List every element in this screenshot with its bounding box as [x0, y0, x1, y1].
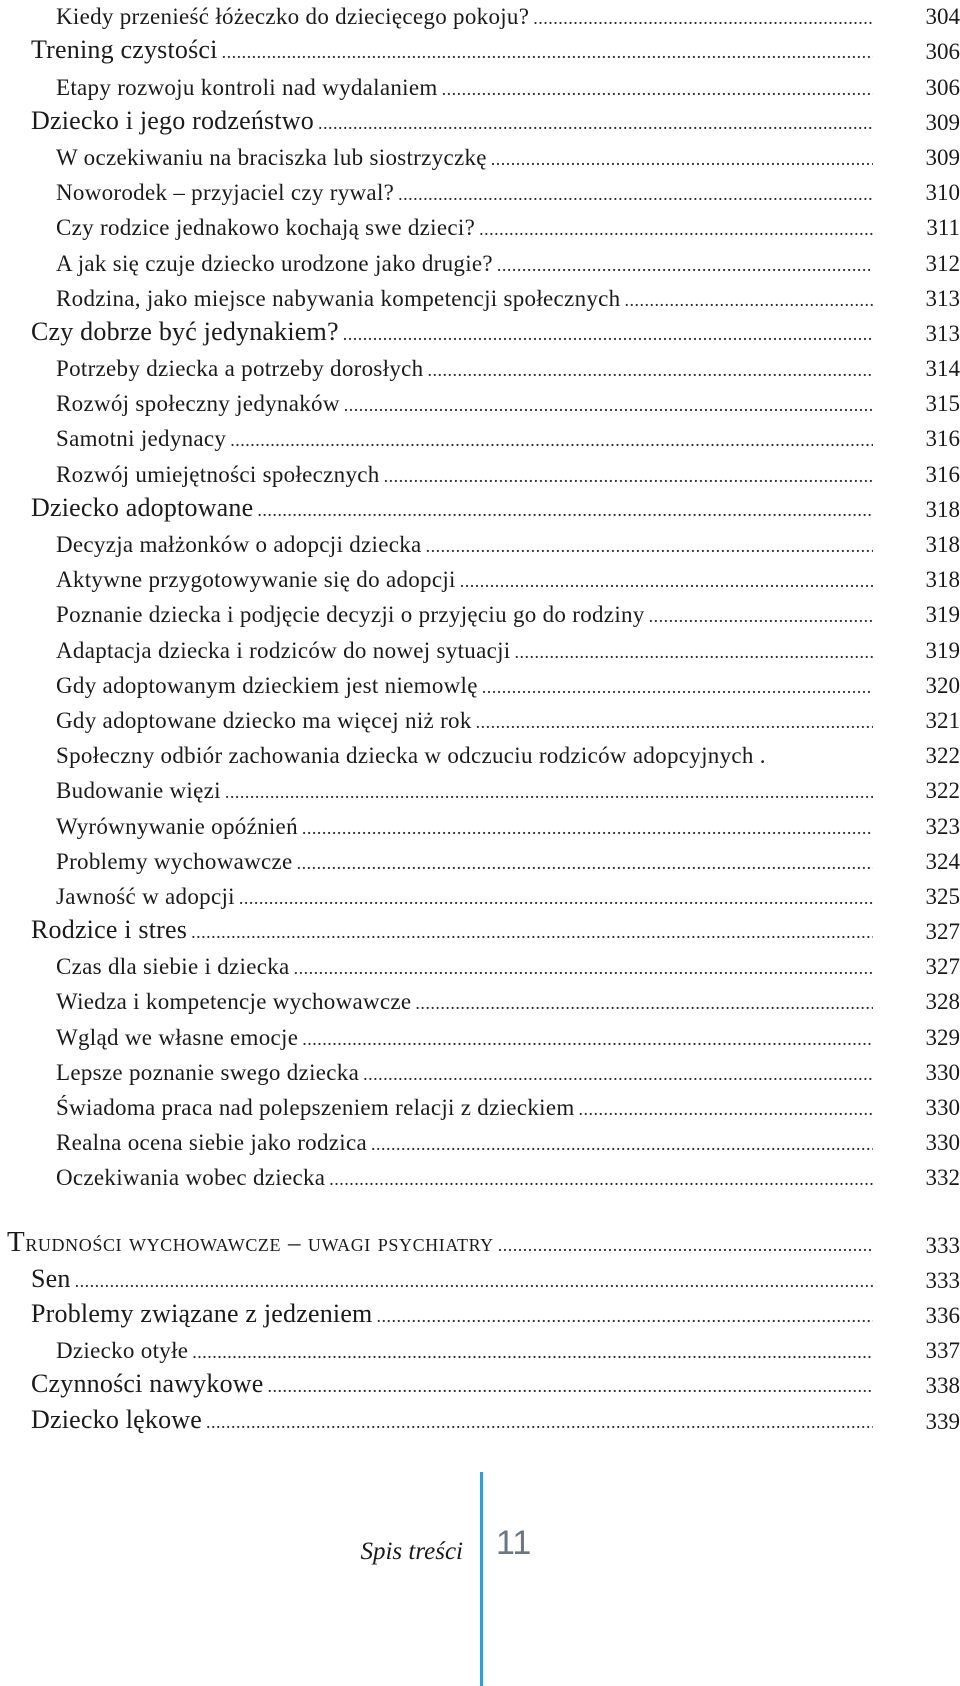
toc-entry-title: Wgląd we własne emocje — [56, 1025, 302, 1051]
toc-entry — [0, 1225, 960, 1263]
dot-leader — [363, 1064, 873, 1085]
toc-entry-title: Czynności nawykowe — [31, 1369, 268, 1399]
toc-entry — [0, 70, 960, 105]
dot-leader — [476, 712, 873, 733]
toc-entry-page-number: 339 — [925, 1408, 960, 1434]
toc-entry-title-line — [56, 1165, 873, 1191]
toc-entry-page-number: 316 — [925, 461, 960, 487]
toc-entry — [0, 563, 960, 598]
toc-entry — [0, 387, 960, 422]
toc-entry-title: Problemy związane z jedzeniem — [31, 1299, 376, 1329]
toc-entry-page-number: 311 — [926, 215, 960, 241]
toc-entry-page-number: 338 — [925, 1373, 960, 1399]
toc-entry — [0, 1369, 960, 1404]
toc-entry-title-line — [56, 391, 873, 417]
toc-entry — [0, 1404, 960, 1439]
toc-entry-title: Poznanie dziecka i podjęcie decyzji o przyjęciu go do rodziny — [56, 602, 649, 628]
toc-entry-title-line — [56, 814, 873, 840]
toc-entry-page-number: 319 — [925, 602, 960, 628]
toc-entry-title: Sen — [31, 1264, 75, 1294]
dot-leader — [482, 677, 873, 698]
toc-entry — [0, 1299, 960, 1334]
dot-leader — [225, 782, 873, 803]
dot-leader — [302, 818, 873, 839]
dot-leader — [206, 1412, 873, 1433]
dot-leader — [344, 395, 873, 416]
toc-entry-title: Kiedy przenieść łóżeczko do dziecięcego pokoju? — [56, 4, 533, 30]
toc-entry-page-number: 323 — [925, 813, 960, 839]
toc-entry — [0, 493, 960, 528]
toc-entry — [0, 352, 960, 387]
toc-entry-page-number: 313 — [925, 320, 960, 346]
toc-entry — [0, 845, 960, 880]
toc-entry-page-number: 328 — [925, 989, 960, 1015]
toc-entry-title: Czy dobrze być jedynakiem? — [31, 317, 343, 347]
toc-entry-page-number: 313 — [925, 285, 960, 311]
toc-entry-title-line — [56, 778, 873, 804]
toc-entry-page-number: 312 — [925, 250, 960, 276]
toc-entry-title: Rodzina, jako miejsce nabywania kompetencji społecznych — [56, 286, 624, 312]
dot-leader — [649, 606, 873, 627]
toc-entry — [0, 211, 960, 246]
toc-entry-title-line — [31, 1299, 873, 1329]
toc-entry-page-number: 325 — [925, 883, 960, 909]
toc-entry-title-line — [56, 1095, 873, 1121]
toc-entry-title: Trening czystości — [31, 35, 222, 65]
toc-entry-page-number: 324 — [925, 848, 960, 874]
dot-leader — [268, 1376, 874, 1397]
toc-entry-title-line — [56, 1338, 873, 1364]
dot-leader — [497, 255, 873, 276]
dot-leader — [533, 8, 873, 29]
toc-entry-title: Oczekiwania wobec dziecka — [56, 1165, 329, 1191]
toc-entry-page-number: 314 — [925, 356, 960, 382]
section-gap — [0, 1196, 960, 1228]
toc-entry-title: Rozwój umiejętności społecznych — [56, 462, 384, 488]
toc-entry-title: Dziecko lękowe — [31, 1405, 206, 1435]
toc-entry — [0, 598, 960, 633]
dot-leader — [371, 1134, 873, 1155]
toc-entry-page-number: 327 — [925, 919, 960, 945]
dot-leader — [329, 1169, 873, 1190]
toc-entry-title: Aktywne przygotowywanie się do adopcji — [56, 567, 460, 593]
toc-entry-title-line — [56, 251, 873, 277]
toc-entry — [0, 739, 960, 774]
toc-entry-page-number: 315 — [925, 391, 960, 417]
toc-entry-title: Trudności wychowawcze – uwagi psychiatry — [7, 1226, 498, 1259]
toc-entry-page-number: 329 — [925, 1024, 960, 1050]
toc-entry — [0, 915, 960, 950]
toc-entry-title: Dziecko adoptowane — [31, 493, 257, 523]
dot-leader — [297, 853, 873, 874]
dot-leader — [579, 1099, 873, 1120]
toc-entry-page-number: 318 — [925, 567, 960, 593]
dot-leader — [376, 1306, 873, 1327]
toc-entry-page-number: 306 — [925, 39, 960, 65]
toc-entry-page-number: 336 — [925, 1302, 960, 1328]
dot-leader — [384, 466, 873, 487]
dot-leader — [192, 1342, 873, 1363]
toc-entry-title-line — [31, 317, 873, 347]
dot-leader — [75, 1271, 873, 1292]
toc-entry-title-line — [56, 4, 873, 30]
toc-entry-title: Budowanie więzi — [56, 778, 225, 804]
toc-entry-title: Świadoma praca nad polepszeniem relacji z dzieckiem — [56, 1095, 579, 1121]
toc-entry-title-line — [56, 673, 873, 699]
toc-entry-title-line — [56, 1130, 873, 1156]
dot-leader — [442, 79, 873, 100]
toc-entry — [0, 950, 960, 985]
toc-entry-title-line — [31, 493, 873, 523]
toc-entry-title-line — [7, 1226, 873, 1259]
dot-leader — [343, 324, 873, 345]
dot-leader — [491, 149, 873, 170]
dot-leader — [191, 922, 873, 943]
toc-entry — [0, 317, 960, 352]
toc-entry-page-number: 332 — [925, 1165, 960, 1191]
toc-entry-page-number: 327 — [925, 954, 960, 980]
toc-entry-title: Dziecko i jego rodzeństwo — [31, 106, 318, 136]
toc-entry — [0, 1091, 960, 1126]
toc-entry — [0, 633, 960, 668]
toc-entry-title: Noworodek – przyjaciel czy rywal? — [56, 180, 398, 206]
dot-leader — [302, 1029, 873, 1050]
toc-entry-page-number: 318 — [925, 532, 960, 557]
toc-entry-page-number: 333 — [925, 1267, 960, 1293]
toc-entry-title-line — [56, 1025, 873, 1051]
toc-entry-page-number: 330 — [925, 1095, 960, 1120]
dot-leader — [426, 536, 873, 557]
toc-entry-title-line — [31, 1369, 873, 1399]
toc-entry-title-line — [56, 743, 873, 769]
dot-leader — [514, 642, 873, 663]
toc-entry-title-line — [31, 106, 873, 136]
toc-entry-title-line — [31, 1405, 873, 1435]
toc-entry — [0, 1264, 960, 1299]
toc-entry — [0, 422, 960, 457]
toc-entry-title: Adaptacja dziecka i rodziców do nowej sytuacji — [56, 638, 514, 664]
toc-entry — [0, 809, 960, 844]
toc-entry-title-line — [56, 989, 873, 1015]
footer-divider — [480, 1472, 483, 1686]
dot-leader — [230, 430, 873, 451]
toc-entry-title-line — [56, 884, 873, 910]
toc-entry-title: W oczekiwaniu na braciszka lub siostrzyczkę — [56, 145, 491, 171]
dot-leader — [498, 1235, 873, 1256]
dot-leader — [398, 184, 873, 205]
toc-entry — [0, 141, 960, 176]
toc-entry-page-number: 322 — [925, 778, 960, 804]
toc-entry-page-number: 320 — [925, 672, 960, 698]
toc-entry-title-line — [56, 356, 873, 382]
toc-entry-title: Dziecko otyłe — [56, 1338, 192, 1364]
toc-entry-title: Lepsze poznanie swego dziecka — [56, 1060, 363, 1086]
dot-leader — [318, 113, 873, 134]
toc-entry-title-line — [56, 462, 873, 488]
toc-entry-title: Jawność w adopcji — [56, 884, 239, 910]
toc-entry-page-number: 330 — [925, 1059, 960, 1085]
toc-entry — [0, 1056, 960, 1091]
toc-entry — [0, 528, 960, 563]
toc-entry-title-line — [56, 532, 873, 558]
toc-entry — [0, 246, 960, 281]
toc-entry-title-line — [31, 35, 873, 65]
dot-leader — [257, 500, 873, 521]
toc-entry-title-line — [56, 602, 873, 628]
toc-entry — [0, 176, 960, 211]
toc-entry-title-line — [56, 1060, 873, 1086]
toc-entry — [0, 985, 960, 1020]
toc-entry-title: Czy rodzice jednakowo kochają swe dzieci? — [56, 215, 479, 241]
toc-entry — [0, 35, 960, 70]
toc-entry-page-number: 309 — [925, 109, 960, 135]
toc-entry — [0, 1020, 960, 1055]
toc-entry — [0, 1126, 960, 1161]
toc-entry-page-number: 304 — [925, 4, 960, 30]
toc-entry-title-line — [56, 567, 873, 593]
toc-entry-title: Czas dla siebie i dziecka — [56, 954, 294, 980]
dot-leader — [222, 42, 873, 63]
toc-entry-page-number: 337 — [925, 1338, 960, 1364]
toc-entry-title: Gdy adoptowanym dzieckiem jest niemowlę — [56, 673, 482, 699]
toc-entry-title-line — [56, 215, 873, 241]
toc-entry-title: Decyzja małżonków o adopcji dziecka — [56, 532, 426, 558]
dot-leader — [479, 219, 873, 240]
toc-entry-title-line — [56, 708, 873, 734]
toc-entry-title-line — [56, 75, 873, 101]
toc-entry-page-number: 306 — [925, 74, 960, 100]
toc-entry-title: Potrzeby dziecka a potrzeby dorosłych — [56, 356, 427, 382]
toc-entry-title: Wiedza i kompetencje wychowawcze — [56, 989, 415, 1015]
toc-entry-page-number: 316 — [925, 426, 960, 452]
toc-entry — [0, 1334, 960, 1369]
toc-entry-title-line — [56, 286, 873, 312]
toc-entry — [0, 106, 960, 141]
toc-entry-title-line — [56, 638, 873, 664]
toc-entry-title-line — [31, 1264, 873, 1294]
toc-entry — [0, 1161, 960, 1196]
toc-entry-title-line — [56, 426, 873, 452]
toc-entry-title: Realna ocena siebie jako rodzica — [56, 1130, 371, 1156]
toc-entry-title-line — [31, 915, 873, 945]
footer-section-label: Spis treści — [360, 1538, 463, 1565]
toc-entry-page-number: 310 — [925, 180, 960, 206]
toc-entry — [0, 0, 960, 35]
dot-leader — [624, 290, 873, 311]
toc-entry-page-number: 322 — [925, 743, 960, 769]
toc-entry-title-line — [56, 954, 873, 980]
toc-entry — [0, 457, 960, 492]
toc-entry-title-line — [56, 849, 873, 875]
dot-leader — [239, 888, 873, 909]
toc-entry-title: Rodzice i stres — [31, 915, 191, 945]
dot-leader — [294, 958, 873, 979]
toc-entry-title-line — [56, 145, 873, 171]
toc-entry-page-number: 333 — [925, 1232, 960, 1258]
dot-leader — [460, 571, 873, 592]
dot-leader — [427, 360, 873, 381]
toc-entry-title: A jak się czuje dziecko urodzone jako drugie? — [56, 251, 497, 277]
toc-entry — [0, 774, 960, 809]
toc-entry — [0, 704, 960, 739]
toc-entry-title: Społeczny odbiór zachowania dziecka w odczuciu rodziców adopcyjnych . — [56, 743, 770, 769]
toc-entry-title: Etapy rozwoju kontroli nad wydalaniem — [56, 75, 442, 101]
toc-entry-title: Wyrównywanie opóźnień — [56, 814, 302, 840]
toc-entry-page-number: 318 — [925, 496, 960, 522]
toc-entry — [0, 282, 960, 317]
toc-entry-title-line — [56, 180, 873, 206]
toc-entry-title: Samotni jedynacy — [56, 426, 230, 452]
toc-entry-page-number: 319 — [925, 637, 960, 663]
toc-entry-title: Gdy adoptowane dziecko ma więcej niż rok — [56, 708, 476, 734]
toc-entry — [0, 669, 960, 704]
footer-page-number: 11 — [496, 1524, 532, 1562]
toc-entry-page-number: 309 — [925, 144, 960, 170]
toc-entry-page-number: 330 — [925, 1130, 960, 1156]
toc-entry-page-number: 321 — [925, 707, 960, 733]
toc-entry-title: Problemy wychowawcze — [56, 849, 297, 875]
toc-entry — [0, 880, 960, 915]
dot-leader — [415, 993, 873, 1014]
toc-entry-title: Rozwój społeczny jedynaków — [56, 391, 344, 417]
